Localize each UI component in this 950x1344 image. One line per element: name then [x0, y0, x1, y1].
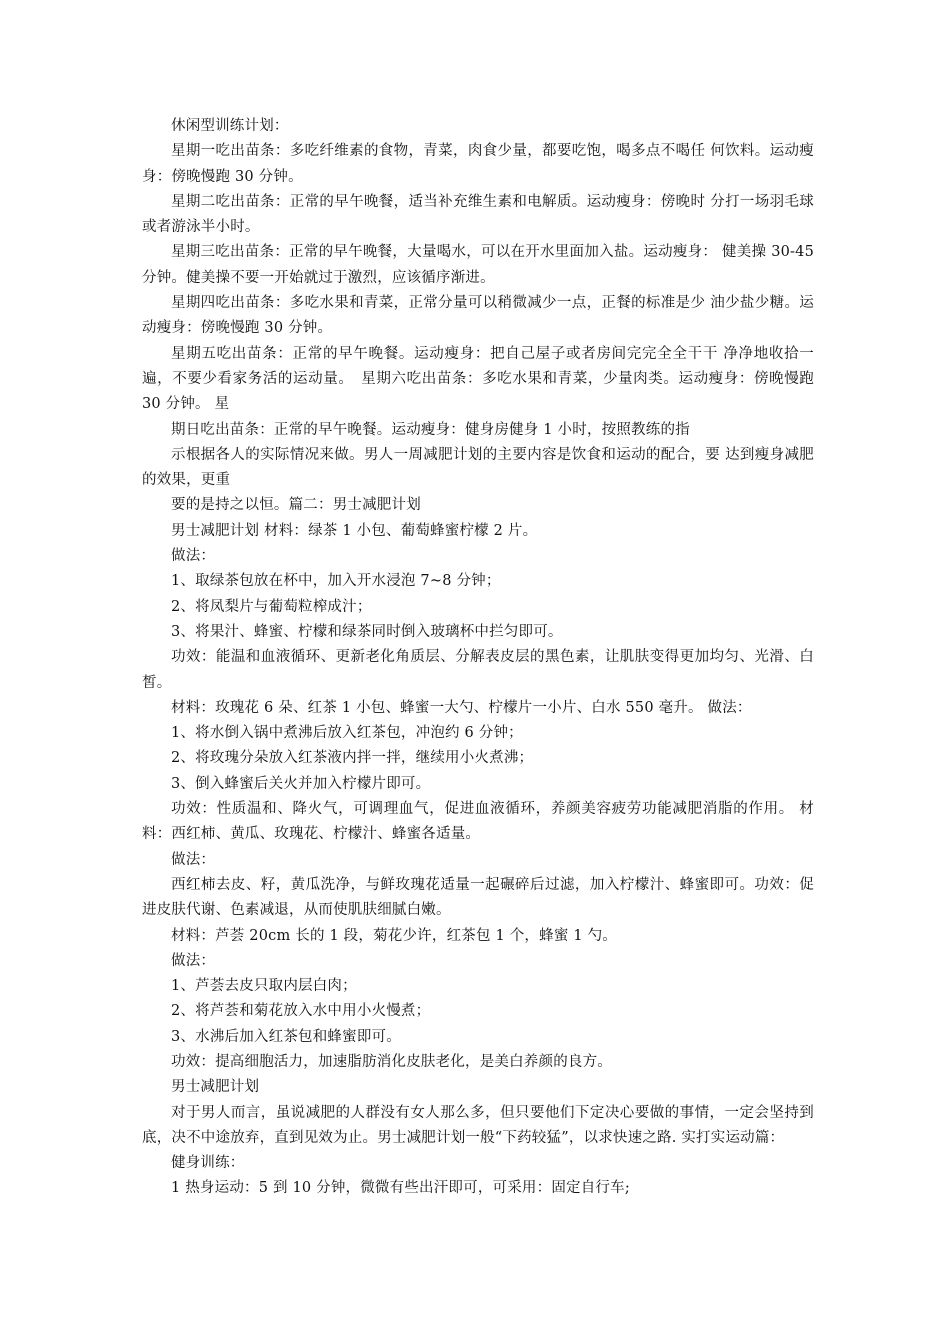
paragraph: 1、芦荟去皮只取内层白肉； [171, 978, 357, 995]
paragraph: 星期一吃出苗条：多吃纤维素的食物，青菜，肉食少量，都要吃饱，喝多点不喝任 何饮料。运动瘦身：傍晚慢跑 30 分钟。 [142, 143, 814, 185]
paragraph: 功效：性质温和、降火气，可调理血气，促进血液循环，养颜美容疲劳功能减肥消脂的作用。 材料：西红柿、黄瓜、玫瑰花、柠檬汁、蜂蜜各适量。 [142, 801, 814, 843]
paragraph: 2、将凤梨片与葡萄粒榨成汁； [171, 598, 372, 615]
paragraph: 1 热身运动：5 到 10 分钟，微微有些出汗即可，可采用：固定自行车; [171, 1180, 630, 1197]
paragraph: 做法： [171, 548, 216, 565]
paragraph: 休闲型训练计划： [171, 118, 289, 134]
paragraph: 对于男人而言，虽说减肥的人群没有女人那么多，但只要他们下定决心要做的事情，一定会坚持到底，决不中途放弃，直到见效为止。男士减肥计划一般“下药较猛”，以求快速之路. 实打实运动篇： [142, 1104, 814, 1146]
paragraph: 1、取绿茶包放在杯中，加入开水浸泡 7~8 分钟； [171, 573, 501, 590]
paragraph: 材料：玫瑰花 6 朵、红茶 1 小包、蜂蜜一大勺、柠檬片一小片、白水 550 毫升。 做法： [171, 699, 752, 716]
paragraph: 健身训练： [171, 1155, 245, 1172]
paragraph: 功效：能温和血液循环、更新老化角质层、分解表皮层的黑色素，让肌肤变得更加均匀、光滑、白皙。 [142, 649, 814, 691]
paragraph: 3、倒入蜂蜜后关火并加入柠檬片即可。 [171, 775, 431, 792]
paragraph: 做法： [171, 851, 216, 868]
paragraph: 西红柿去皮、籽，黄瓜洗净，与鲜玫瑰花适量一起碾碎后过滤，加入柠檬汁、蜂蜜即可。功效：促进皮肤代谢、色素减退，从而使肌肤细腻白嫩。 [142, 876, 814, 919]
document-body [142, 114, 814, 1202]
paragraph: 男士减肥计划 材料：绿茶 1 小包、葡萄蜂蜜柠檬 2 片。 [171, 522, 538, 539]
paragraph: 期日吃出苗条：正常的早午晚餐。运动瘦身：健身房健身 1 小时，按照教练的指 [171, 421, 690, 438]
paragraph: 做法： [171, 952, 216, 969]
paragraph: 示根据各人的实际情况来做。男人一周减肥计划的主要内容是饮食和运动的配合，要 达到瘦身减肥的效果，更重 [142, 446, 814, 489]
paragraph: 3、水沸后加入红茶包和蜂蜜即可。 [171, 1028, 401, 1045]
paragraph: 星期四吃出苗条：多吃水果和青菜，正常分量可以稍微减少一点，正餐的标准是少 油少盐少糖。运动瘦身：傍晚慢跑 30 分钟。 [142, 295, 814, 337]
paragraph: 男士减肥计划 [171, 1079, 260, 1096]
paragraph: 星期二吃出苗条：正常的早午晚餐，适当补充维生素和电解质。运动瘦身：傍晚时 分打一场羽毛球或者游泳半小时。 [142, 193, 814, 236]
paragraph: 要的是持之以恒。篇二：男士减肥计划 [171, 497, 421, 514]
paragraph: 1、将水倒入锅中煮沸后放入红茶包，冲泡约 6 分钟； [171, 725, 523, 742]
paragraph: 3、将果汁、蜂蜜、柠檬和绿茶同时倒入玻璃杯中拦匀即可。 [171, 623, 563, 640]
paragraph: 功效：提高细胞活力，加速脂肪消化皮肤老化，是美白养颜的良方。 [171, 1053, 612, 1070]
paragraph: 2、将玫瑰分朵放入红茶液内拌一拌，继续用小火煮沸； [171, 750, 534, 767]
paragraph: 2、将芦荟和菊花放入水中用小火慢煮； [171, 1003, 431, 1020]
paragraph: 星期三吃出苗条：正常的早午晚餐，大量喝水，可以在开水里面加入盐。运动瘦身： 健美操 30-45 分钟。健美操不要一开始就过于激烈，应该循序渐进。 [142, 244, 814, 286]
paragraph: 材料：芦荟 20cm 长的 1 段，菊花少许，红茶包 1 个，蜂蜜 1 勺。 [171, 927, 617, 944]
paragraph: 星期五吃出苗条：正常的早午晚餐。运动瘦身：把自己屋子或者房间完完全全干干 净净地收拾一遍，不要少看家务活的运动量。 星期六吃出苗条：多吃水果和青菜，少量肉类。运动瘦身：傍晚慢跑 30 分钟。 星 [142, 345, 814, 413]
